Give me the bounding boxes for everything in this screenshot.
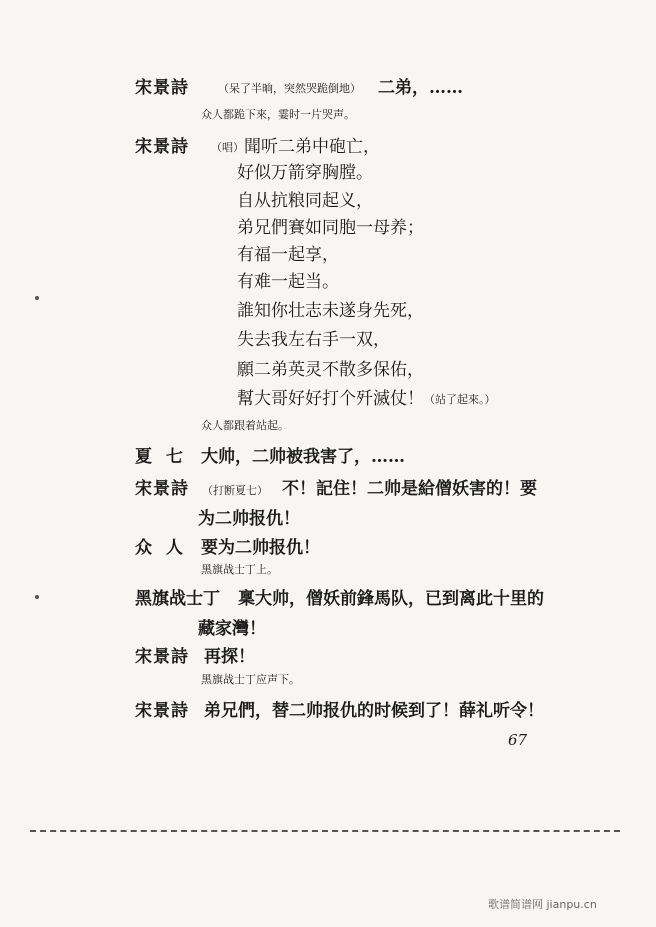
stage-direction: 黑旗战士丁应声下。	[201, 673, 300, 686]
speaker-label: 众 人	[135, 538, 187, 558]
verse-line: 聞听二弟中砲亡，	[244, 137, 380, 157]
verse-line: 幫大哥好好打个歼滅仗！	[237, 389, 424, 409]
verse-line: 誰知你壮志未遂身先死，	[237, 301, 424, 321]
stage-direction: （呆了半晌，突然哭跪倒地）	[218, 82, 361, 95]
dialogue-line: 弟兄們，替二帅报仇的时候到了！薛礼听令！	[204, 701, 544, 721]
verse-line: 有难一起当。	[237, 272, 339, 292]
bottom-rule	[30, 830, 620, 832]
stage-direction: （站了起來。）	[424, 393, 496, 406]
verse-line: 願二弟英灵不散多保佑，	[237, 360, 424, 380]
verse-line: 好似万箭穿胸膛。	[237, 163, 373, 183]
verse-line: 弟兄們賽如同胞一母养；	[237, 218, 424, 238]
scan-speck	[35, 595, 39, 599]
dialogue-line: 再探！	[204, 647, 255, 667]
page-number: 67	[508, 731, 528, 749]
stage-direction: 众人都跟着站起。	[201, 419, 289, 432]
speaker-label: 宋景詩	[135, 701, 189, 721]
stage-direction: （打断夏七）	[202, 484, 268, 497]
dialogue-line: 稟大帅，僧妖前鋒馬队，已到离此十里的	[238, 589, 544, 609]
speaker-label: 宋景詩	[135, 137, 189, 157]
verse-line: 自从抗粮同起义，	[237, 191, 373, 211]
speaker-label: 宋景詩	[135, 78, 189, 98]
verse-line: 有福一起享，	[237, 245, 339, 265]
stage-direction: 黑旗战士丁上。	[201, 563, 278, 576]
dialogue-line: 要为二帅报仇！	[201, 538, 320, 558]
dialogue-line-continued: 藏家灣！	[198, 619, 266, 639]
speaker-label: 宋景詩	[135, 479, 189, 499]
stage-direction: （唱）	[211, 141, 244, 154]
speaker-label: 黑旗战士丁	[135, 589, 220, 609]
stage-direction: 众人都跪下來，霎时一片哭声。	[201, 108, 355, 121]
speaker-label: 夏 七	[135, 447, 187, 467]
verse-line: 失去我左右手一双，	[237, 330, 390, 350]
speaker-label: 宋景詩	[135, 647, 189, 667]
stage-direction-inline	[218, 77, 361, 97]
dialogue-line-continued: 为二帅报仇！	[198, 509, 300, 529]
dialogue-line: 二弟，……	[378, 78, 463, 98]
site-watermark: 歌谱简谱网 jianpu.cn	[488, 898, 597, 911]
dialogue-line: 大帅，二帅被我害了，……	[201, 447, 405, 467]
scan-speck	[35, 296, 39, 300]
stage-direction-inline	[202, 479, 268, 499]
stage-direction-inline	[211, 136, 244, 156]
dialogue-line: 不！記住！二帅是給僧妖害的！要	[282, 479, 537, 499]
